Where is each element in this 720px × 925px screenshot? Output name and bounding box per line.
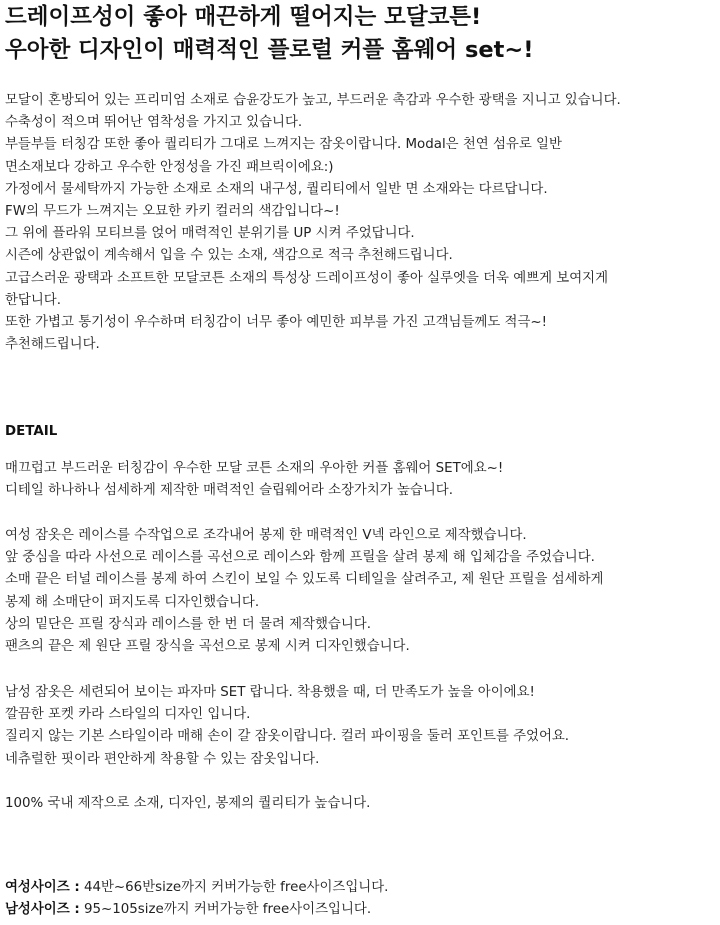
women-detail-line: 봉제 해 소매단이 퍼지도록 디자인했습니다. — [5, 594, 260, 610]
intro-line: 고급스러운 광택과 소프트한 모달코튼 소재의 특성상 드레이프성이 좋아 실루엣을 더욱 예쁘게 보여지게 — [5, 270, 609, 286]
detail-summary — [5, 458, 503, 502]
intro-line: 추천해드립니다. — [5, 337, 100, 353]
men-size-label: 남성사이즈 : — [5, 902, 80, 918]
men-detail-line: 질리지 않는 기본 스타일이라 매해 손이 갈 잠옷이랍니다. 컬러 파이핑을 둘러 포인트를 주었어요. — [5, 729, 570, 745]
intro-line: 가정에서 물세탁까지 가능한 소재로 소재의 내구성, 퀄리티에서 일반 면 소재와는 다르답니다. — [5, 181, 548, 197]
women-detail-line: 여성 잠옷은 레이스를 수작업으로 조각내어 봉제 한 매력적인 V넥 라인으로 제작했습니다. — [5, 528, 527, 543]
women-detail-line: 소매 끝은 터널 레이스를 봉제 하여 스킨이 보일 수 있도록 디테일을 살려주고, 제 원단 프릴을 섬세하게 — [5, 572, 604, 588]
origin-note — [5, 793, 370, 815]
size-info — [5, 877, 388, 921]
intro-line: 시즌에 상관없이 계속해서 입을 수 있는 소재, 색감으로 적극 추천해드립니다. — [5, 248, 453, 264]
men-size-line — [5, 899, 388, 921]
intro-line: 그 위에 플라워 모티브를 얹어 매력적인 분위기를 UP 시켜 주었답니다. — [5, 226, 415, 242]
detail-heading: DETAIL — [5, 424, 58, 439]
intro-paragraph — [5, 90, 621, 356]
men-detail-line: 깔끔한 포켓 카라 스타일의 디자인 입니다. — [5, 707, 251, 723]
women-size-value: 44반~66반size까지 커버가능한 free사이즈입니다. — [79, 880, 389, 895]
intro-line: 부들부들 터칭감 또한 좋아 퀄리티가 그대로 느껴지는 잠옷이랍니다. Modal은 천연 섬유로 일반 — [5, 137, 562, 153]
women-detail-line: 팬츠의 끝은 제 원단 프릴 장식을 곡선으로 봉제 시켜 디자인했습니다. — [5, 639, 410, 655]
title-line-2: 우아한 디자인이 매력적인 플로럴 커플 홈웨어 set~! — [5, 37, 534, 63]
intro-line: 한답니다. — [5, 292, 61, 308]
men-size-value: 95~105size까지 커버가능한 free사이즈입니다. — [79, 902, 372, 918]
title-line-1: 드레이프성이 좋아 매끈하게 떨어지는 모달코튼! — [5, 4, 482, 30]
men-detail — [5, 682, 569, 771]
intro-line: 모달이 혼방되어 있는 프리미엄 소재로 습윤강도가 높고, 부드러운 촉감과 우수한 광택을 지니고 있습니다. — [5, 93, 621, 108]
detail-summary-line: 매끄럽고 부드러운 터칭감이 우수한 모달 코튼 소재의 우아한 커플 홈웨어 SET에요~! — [5, 461, 504, 476]
men-detail-line: 남성 잠옷은 세련되어 보이는 파자마 SET 랍니다. 착용했을 때, 더 만족도가 높을 아이에요! — [5, 685, 535, 700]
origin-line: 100% 국내 제작으로 소재, 디자인, 봉제의 퀄리티가 높습니다. — [5, 796, 371, 811]
intro-line: 면소재보다 강하고 우수한 안정성을 가진 패브릭이에요:) — [5, 159, 334, 175]
women-detail — [5, 525, 603, 658]
intro-line: 또한 가볍고 통기성이 우수하며 터칭감이 너무 좋아 예민한 피부를 가진 고객님들께도 적극~! — [5, 315, 548, 331]
women-detail-line: 앞 중심을 따라 사선으로 레이스를 곡선으로 레이스와 함께 프릴을 살려 봉제 해 입체감을 주었습니다. — [5, 550, 595, 566]
intro-line: 수축성이 적으며 뛰어난 염착성을 가지고 있습니다. — [5, 115, 303, 131]
women-size-line — [5, 877, 388, 899]
women-size-label: 여성사이즈 : — [5, 880, 80, 895]
intro-line: FW의 무드가 느껴지는 오묘한 카키 컬러의 색감입니다~! — [5, 204, 340, 220]
detail-summary-line: 디테일 하나하나 섬세하게 제작한 매력적인 슬립웨어라 소장가치가 높습니다. — [5, 483, 453, 499]
men-detail-line: 네츄럴한 핏이라 편안하게 착용할 수 있는 잠옷입니다. — [5, 751, 320, 767]
women-detail-line: 상의 밑단은 프릴 장식과 레이스를 한 번 더 물려 제작했습니다. — [5, 616, 371, 632]
